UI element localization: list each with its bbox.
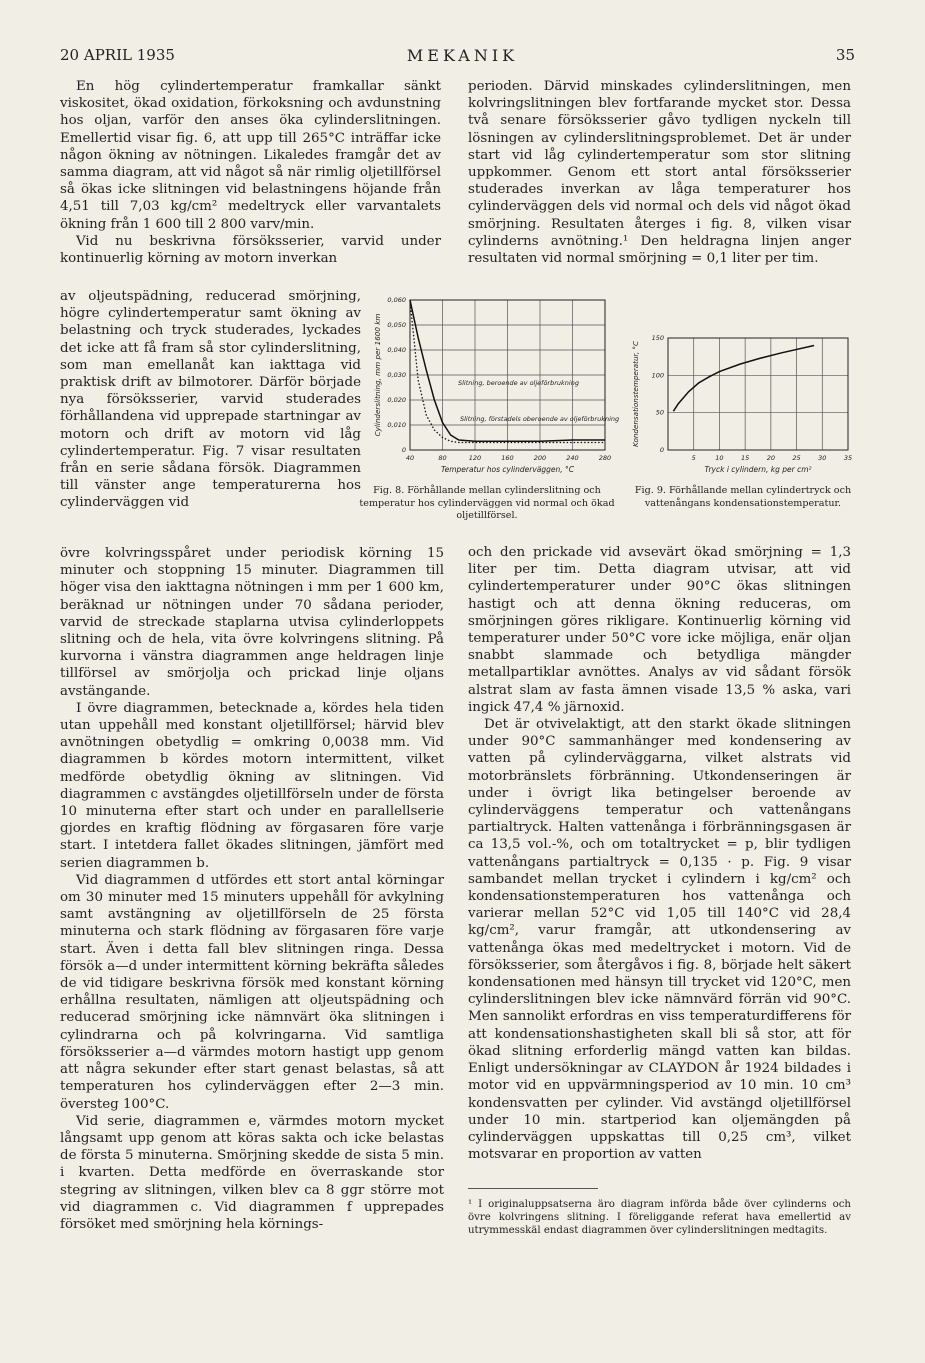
x-tick-label: 35 bbox=[843, 454, 853, 462]
y-tick-label: 0,030 bbox=[387, 371, 406, 379]
x-tick-label: 10 bbox=[715, 454, 724, 462]
fig8-caption: Fig. 8. Förhållande mellan cylinderslitning och temperatur hos cylinderväggen vid normal och ökad oljetillförsel. bbox=[359, 485, 615, 521]
x-tick-label: 240 bbox=[566, 454, 579, 462]
x-tick-label: 120 bbox=[468, 454, 482, 462]
header-title: MEKANIK bbox=[406, 46, 519, 65]
y-tick-label: 0 bbox=[659, 446, 664, 454]
y-tick-label: 0,010 bbox=[387, 421, 406, 429]
fig8-plot bbox=[373, 296, 619, 474]
x-tick-label: 160 bbox=[501, 454, 514, 462]
footnote: ¹ I originaluppsatserna äro diagram införda både över cylinderns och övre kolvringens slitning. I föreliggande referat hava emellertid av utrymmesskäl endast diagrammen över cylinderslitningen medtagits. bbox=[468, 1199, 851, 1236]
y-tick-label: 100 bbox=[651, 371, 664, 380]
paragraph: av oljeutspädning, reducerad smörjning, högre cylindertemperatur samt ökning av belastning och tryck studerades, lyckades det icke att få fram så stor cylinderslitning, som man emellanåt kan iakttaga vid praktisk drift av bilmotorer. Därför började nya försöksserier, varvid studerades förhållandena vid upprepade startningar av motorn och drift av motorn vid låg cylindertemperatur. Fig. 7 visar resultaten från en serie sådana försök. Diagrammen till vänster ange temperaturerna hos cylinderväggen vid bbox=[60, 289, 361, 511]
paragraph: Vid diagrammen d utfördes ett stort antal körningar om 30 minuter med 15 minuters uppehåll för avkylning samt avstängning av oljetillförseln de 25 första minuterna och stark flödning av förgasaren före varje start. Även i detta fall blev slitningen ringa. Dessa försök a—d under intermittent körning bekräfta således de vid tidigare beskrivna försök med konstant körning erhållna resultaten, nämligen att oljeutspädning och reducerad smörjning icke nämnvärt öka slitningen i cylindrarna och på kolvringarna. Vid samtliga försöksserier a—d värmdes motorn hastigt upp genom att några sekunder efter start genast belastas, så att temperaturen hos cylinderväggen efter 2—3 min. översteg 100°C. bbox=[60, 872, 444, 1112]
paragraph: I övre diagrammen, betecknade a, kördes hela tiden utan uppehåll med konstant oljetillförsel; härvid blev avnötningen obetydlig = omkring 0,0038 mm. Vid diagrammen b kördes motorn intermittent, vilket medförde obetydlig ökning av slitningen. Vid diagrammen c avstängdes oljetillförseln under de första 10 minuterna efter start och under en parallellserie gjordes en kraftig flödning av förgasaren före varje start. I intetdera fallet ökades slitningen, jämfört med serien diagrammen b. bbox=[60, 700, 444, 871]
x-tick-label: 20 bbox=[766, 454, 775, 462]
y-tick-label: 0,040 bbox=[387, 346, 406, 354]
x-tick-label: 15 bbox=[741, 454, 750, 462]
column-right-bottom bbox=[468, 544, 851, 1163]
column-right-top bbox=[468, 78, 851, 267]
header-date: 20 APRIL 1935 bbox=[60, 46, 175, 64]
paragraph: Vid nu beskrivna försöksserier, varvid under kontinuerlig körning av motorn inverkan bbox=[60, 233, 441, 267]
x-tick-label: 25 bbox=[792, 454, 801, 462]
column-left-top bbox=[60, 78, 441, 267]
x-tick-label: 200 bbox=[533, 454, 547, 462]
y-tick-label: 0,020 bbox=[387, 396, 406, 404]
plot-frame bbox=[668, 338, 848, 450]
x-tick-label: 40 bbox=[405, 454, 415, 462]
x-axis-label: Temperatur hos cylinderväggen, °C bbox=[440, 465, 575, 474]
column-left-bottom bbox=[60, 545, 444, 1233]
y-tick-label: 0,060 bbox=[387, 296, 406, 304]
x-tick-label: 280 bbox=[598, 454, 612, 462]
paragraph: En hög cylindertemperatur framkallar sänkt viskositet, ökad oxidation, förkoksning och avdunstning hos oljan, varför den anses öka cylinderslitningen. Emellertid visar fig. 6, att upp till 265°C inträffar icke någon ökning av nötningen. Likaledes framgår det av samma diagram, att vid något så när rimlig oljetillförsel så ökas icke slitningen vid belastningens höjande från 4,51 till 7,03 kg/cm² medeltryck eller varvantalets ökning från 1 600 till 2 800 varv/min. bbox=[60, 79, 441, 232]
x-axis-label: Tryck i cylindern, kg per cm² bbox=[704, 465, 812, 474]
fig9-chart bbox=[628, 330, 858, 480]
x-tick-label: 5 bbox=[691, 454, 696, 462]
fig9-plot bbox=[631, 334, 852, 474]
footnote-divider bbox=[468, 1188, 598, 1189]
page-number: 35 bbox=[835, 46, 855, 64]
fig8-chart bbox=[330, 290, 630, 480]
paragraph: perioden. Därvid minskades cylinderslitningen, men kolvringslitningen blev fortfarande mycket stor. Dessa två senare försöksserier gåvo tydligen nyckeln till lösningen av cylinderslitningsproblemet. Det är under start vid låg cylindertemperatur som stor slitning uppkommer. Genom ett stort antal försöksserier studerades inverkan av låga temperaturer hos cylinderväggen dels vid normal och dels vid något ökad smörjning. Resultaten återges i fig. 8, vilken visar cylinderns avnötning.¹ Den heldragna linjen anger resultaten vid normal smörjning = 0,1 liter per tim. bbox=[468, 79, 851, 267]
fig9-caption: Fig. 9. Förhållande mellan cylindertryck och vattenångans kondensationstemperatur. bbox=[634, 485, 852, 509]
y-axis-label: Cylinderslitning, mm per 1600 km bbox=[373, 313, 382, 437]
annotation-label: Slitning, beroende av oljeförbrukning bbox=[458, 379, 579, 387]
annotation-label: Slitning, förstadels oberoende av oljeförbrukning bbox=[460, 415, 620, 423]
column-left-narrow bbox=[60, 288, 361, 512]
y-tick-label: 50 bbox=[655, 408, 664, 417]
paragraph: Det är otvivelaktigt, att den starkt ökade slitningen under 90°C sammanhänger med kondensering av vatten på cylinderväggarna, vilket alstrats vid motorbränslets förbränning. Utkondenseringen är under i övrigt lika betingelser beroende av cylinderväggens temperatur och vattenångans partialtryck. Halten vattenånga i förbränningsgasen är ca 13,5 vol.-%, och om totaltrycket = p, blir tydligen vattenångans partialtryck = 0,135 · p. Fig. 9 visar sambandet mellan trycket i cylindern i kg/cm² och kondensationstemperaturen hos vattenånga och varierar mellan 52°C vid 1,05 till 140°C vid 28,4 kg/cm², varur framgår, att utkondensering av vattenånga ökas med medeltrycket i motorn. Vid de försöksserier, som återgåvos i fig. 8, började helt säkert kondensationen med hänsyn till trycket vid 120°C, men cylinderslitningen blev icke nämnvärd förrän vid 90°C. Men sannolikt erfordras en viss temperaturdifferens för att kondensationshastigheten skall bli så stor, att för ökad slitning erforderlig mängd vatten kan bildas. Enligt undersökningar av CLAYDON år 1924 bildades i motor vid en uppvärmningsperiod av 10 min. 10 cm³ kondensvatten per cylinder. Vid avstängd oljetillförsel under 10 min. startperiod kan oljemängden på cylinderväggen uppskattas till 0,25 cm³, vilket motsvarar en proportion av vatten bbox=[468, 717, 851, 1163]
paragraph: övre kolvringsspåret under periodisk körning 15 minuter och stoppning 15 minuter. Diagrammen till höger visa den iakttagna nötningen i mm per 1 600 km, beräknad ur nötningen under 70 sådana perioder, varvid de streckade staplarna utvisa cylinderloppets slitning och de hela, vita övre kolvringens slitning. På kurvorna i vänstra diagrammen ange heldragen linje tillförsel av smörjolja och prickad linje oljans avstängande. bbox=[60, 546, 444, 699]
y-tick-label: 150 bbox=[651, 334, 664, 342]
x-tick-label: 30 bbox=[818, 454, 827, 462]
series-line bbox=[673, 345, 814, 411]
y-tick-label: 0,050 bbox=[387, 321, 406, 329]
y-axis-label: Kondensationstemperatur, °C bbox=[631, 340, 640, 448]
x-tick-label: 80 bbox=[438, 454, 447, 462]
paragraph: Vid serie, diagrammen e, värmdes motorn mycket långsamt upp genom att köras sakta och icke belastas de första 5 minuterna. Smörjning skedde de sista 5 min. i kvarten. Detta medförde en överraskande stor stegring av slitningen, vilken blev ca 8 ggr större mot vid diagrammen c. Vid diagrammen f upprepades försöket med smörjning hela körnings- bbox=[60, 1113, 444, 1232]
paragraph: och den prickade vid avsevärt ökad smörjning = 1,3 liter per tim. Detta diagram utvisar, att vid cylindertemperaturer under 90°C ökas slitningen hastigt och att denna ökning reduceras, om smörjningen göres rikligare. Kontinuerlig körning vid temperaturer under 50°C vore icke möjliga, enär oljan snabbt slammade och betydliga mängder metallpartiklar avnöttes. Analys av vid sådant försök alstrat slam av fasta ämnen visade 13,5 % aska, vari ingick 47,4 % järnoxid. bbox=[468, 545, 851, 715]
y-tick-label: 0 bbox=[401, 446, 406, 454]
